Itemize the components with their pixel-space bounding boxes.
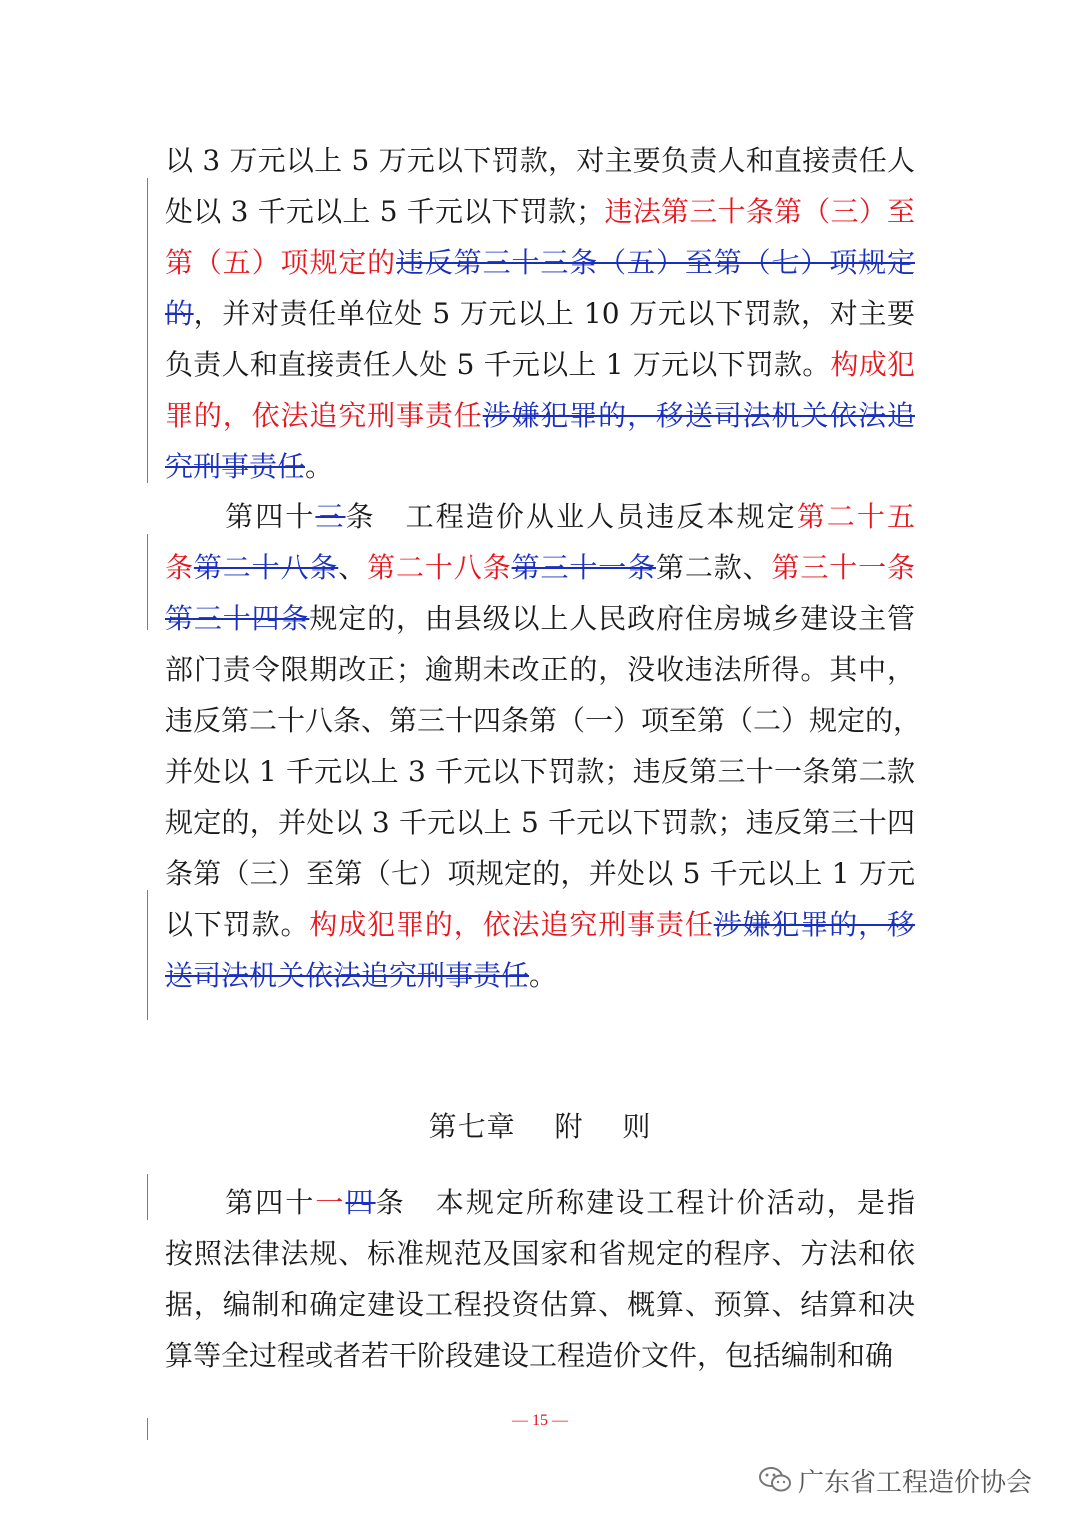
wechat-icon: [758, 1465, 792, 1495]
text-line: [165, 288, 915, 339]
inserted-text: 第二十五: [796, 500, 915, 533]
body-text: 第四十: [165, 1186, 316, 1219]
change-bar: [147, 178, 148, 483]
change-bar: [147, 890, 148, 1020]
body-text: 条第（三）至第（七）项规定的，并处以 5 千元以上 1 万元: [165, 857, 915, 890]
text-line: [165, 1279, 915, 1330]
text-line: [165, 1228, 915, 1279]
inserted-text: 违法第三十条第（三）至: [604, 195, 915, 228]
deleted-text: 第三十一条: [511, 551, 656, 584]
text-line: [165, 848, 915, 899]
watermark-text: 广东省工程造价协会: [798, 1467, 1033, 1498]
body-text: 。: [305, 450, 334, 483]
inserted-text: 条: [165, 551, 194, 584]
text-line: [165, 695, 922, 746]
deleted-text: 涉嫌犯罪的，移: [713, 908, 915, 941]
text-line: [165, 186, 915, 237]
deleted-text: 四: [345, 1186, 376, 1219]
text-line: [165, 441, 915, 492]
inserted-text: 第二十八条: [367, 551, 512, 584]
body-text: 规定的，并处以 3 千元以上 5 千元以下罚款；违反第三十四: [165, 806, 915, 839]
body-text: 、: [338, 551, 368, 584]
body-text: 据，编制和确定建设工程投资估算、概算、预算、结算和决: [165, 1288, 915, 1321]
text-line: [165, 593, 915, 644]
body-text: 第二款、: [655, 551, 772, 584]
text-line: [165, 746, 915, 797]
deleted-text: 违反第三十三条（五）至第（七）项规定: [396, 246, 915, 279]
body-text: 按照法律法规、标准规范及国家和省规定的程序、方法和依: [165, 1237, 915, 1270]
text-line: [165, 1177, 915, 1228]
inserted-text: 构成犯罪的，依法追究刑事责任: [309, 908, 714, 941]
deleted-text: 第二十八条: [193, 551, 339, 584]
body-text: 。: [529, 959, 558, 992]
text-line: [165, 899, 915, 950]
text-line: [165, 797, 915, 848]
watermark: [758, 1458, 1032, 1502]
chapter-heading: 第七章 附 则: [428, 1110, 652, 1143]
text-line: [165, 339, 915, 390]
deleted-text: 的: [165, 297, 194, 330]
deleted-text: 究刑事责任: [165, 450, 306, 483]
deleted-text: 送司法机关依法追究刑事责任: [165, 959, 530, 992]
deleted-text: 涉嫌犯罪的，移送司法机关依法追: [482, 399, 915, 432]
text-line: [165, 491, 915, 542]
inserted-text: 一: [315, 1186, 346, 1219]
body-text: 处以 3 千元以上 5 千元以下罚款；: [165, 195, 605, 228]
body-text: 条 工程造价从业人员违反本规定: [345, 500, 797, 533]
text-line: [165, 237, 915, 288]
text-line: [165, 950, 915, 1001]
change-bar: [147, 534, 148, 630]
text-line: [165, 542, 915, 593]
deleted-text: 三: [315, 500, 346, 533]
body-text: 第四十: [165, 500, 316, 533]
change-bar: [147, 1174, 148, 1220]
text-line: [165, 390, 915, 441]
page-number: — 15 —: [512, 1412, 568, 1429]
inserted-text: 第（五）项规定的: [165, 246, 397, 279]
body-text: 并处以 1 千元以上 3 千元以下罚款；违反第三十一条第二款: [165, 755, 915, 788]
body-text: 负责人和直接责任人处 5 千元以上 1 万元以下罚款。: [165, 348, 831, 381]
text-line: [165, 135, 915, 186]
body-text: ，并对责任单位处 5 万元以上 10 万元以下罚款，对主要: [193, 297, 915, 330]
body-text: 违反第二十八条、第三十四条第（一）项至第（二）规定的，: [165, 704, 922, 737]
inserted-text: 第三十一条: [771, 551, 915, 584]
text-line: [165, 1330, 915, 1381]
body-text: 规定的，由县级以上人民政府住房城乡建设主管: [309, 602, 915, 635]
inserted-text: 构成犯: [830, 348, 915, 381]
body-text: 条 本规定所称建设工程计价活动，是指: [375, 1186, 915, 1219]
body-text: 以 3 万元以上 5 万元以下罚款，对主要负责人和直接责任人: [165, 144, 915, 177]
body-text: 以下罚款。: [165, 908, 310, 941]
inserted-text: 罪的，依法追究刑事责任: [165, 399, 483, 432]
deleted-text: 第三十四条: [165, 602, 310, 635]
text-line: [165, 644, 915, 695]
body-text: 算等全过程或者若干阶段建设工程造价文件，包括编制和确: [165, 1339, 894, 1372]
body-text: 部门责令限期改正；逾期未改正的，没收违法所得。其中，: [165, 653, 915, 686]
